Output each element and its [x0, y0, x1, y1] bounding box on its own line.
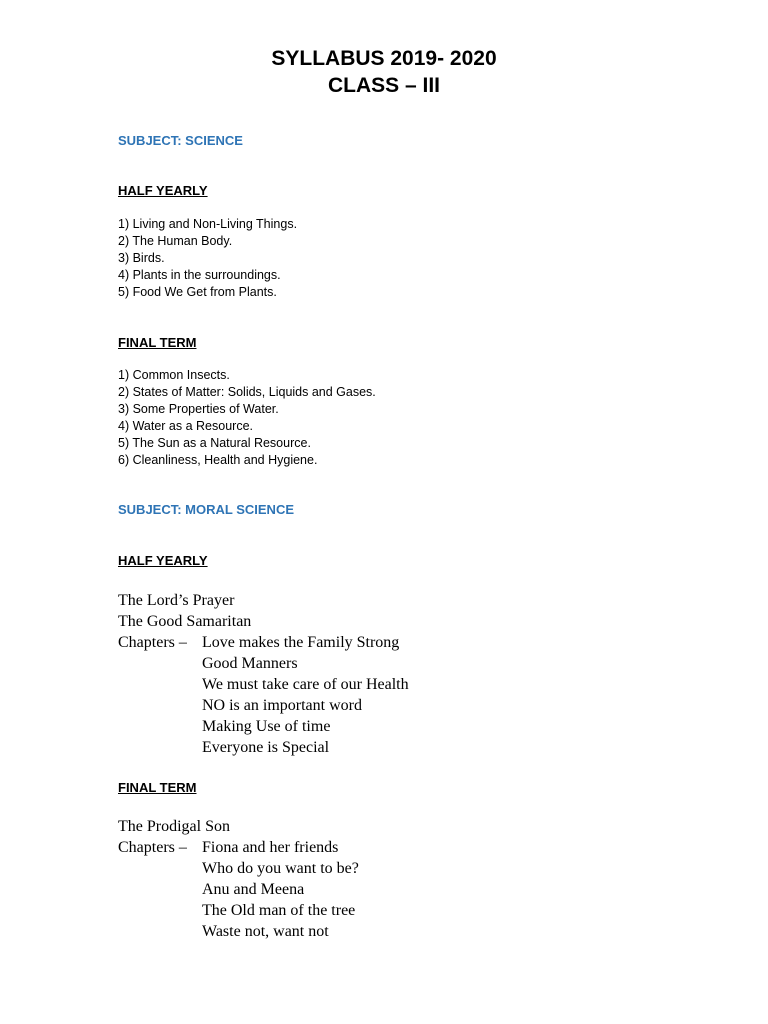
- moral-half-yearly-heading: HALF YEARLY: [118, 553, 208, 568]
- lesson-line: The Good Samaritan: [118, 613, 252, 630]
- subject-moral-science-heading: SUBJECT: MORAL SCIENCE: [118, 502, 295, 517]
- moral-final-term-heading: FINAL TERM: [118, 780, 197, 795]
- list-item: 5) Food We Get from Plants.: [118, 285, 277, 299]
- chapter-item: Making Use of time: [202, 718, 331, 735]
- science-final-term-heading: FINAL TERM: [118, 335, 197, 350]
- list-item: 3) Birds.: [118, 251, 165, 265]
- chapters-label: Chapters –: [118, 839, 187, 856]
- science-final-term-list: [118, 367, 376, 469]
- list-item: 2) The Human Body.: [118, 234, 233, 248]
- chapter-item: Love makes the Family Strong: [202, 634, 400, 651]
- lesson-line: The Lord’s Prayer: [118, 592, 235, 609]
- list-item: 1) Living and Non-Living Things.: [118, 217, 298, 231]
- chapter-item: Waste not, want not: [202, 923, 329, 940]
- science-half-yearly-list: [118, 216, 297, 301]
- chapter-item: Everyone is Special: [202, 739, 330, 756]
- chapter-item: Anu and Meena: [202, 881, 305, 898]
- science-half-yearly-heading: HALF YEARLY: [118, 183, 208, 198]
- chapter-item: Who do you want to be?: [202, 860, 359, 877]
- list-item: 4) Plants in the surroundings.: [118, 268, 281, 282]
- list-item: 1) Common Insects.: [118, 368, 230, 382]
- moral-final-term-content: [118, 816, 359, 942]
- moral-half-yearly-content: [118, 590, 409, 758]
- chapter-item: We must take care of our Health: [202, 676, 409, 693]
- chapters-label: Chapters –: [118, 634, 187, 651]
- list-item: 2) States of Matter: Solids, Liquids and Gases.: [118, 385, 376, 399]
- chapter-item: Fiona and her friends: [202, 839, 339, 856]
- list-item: 3) Some Properties of Water.: [118, 402, 279, 416]
- chapters-row: [118, 837, 359, 942]
- document-title: SYLLABUS 2019- 2020: [271, 47, 497, 70]
- chapters-list: [202, 837, 359, 942]
- chapters-list: [202, 632, 409, 758]
- chapters-row: [118, 632, 409, 758]
- list-item: 5) The Sun as a Natural Resource.: [118, 436, 311, 450]
- lesson-line: The Prodigal Son: [118, 818, 230, 835]
- chapter-item: Good Manners: [202, 655, 298, 672]
- list-item: 6) Cleanliness, Health and Hygiene.: [118, 453, 318, 467]
- chapter-item: NO is an important word: [202, 697, 362, 714]
- subject-science-heading: SUBJECT: SCIENCE: [118, 133, 243, 148]
- chapter-item: The Old man of the tree: [202, 902, 356, 919]
- list-item: 4) Water as a Resource.: [118, 419, 254, 433]
- class-title: CLASS – III: [327, 74, 441, 97]
